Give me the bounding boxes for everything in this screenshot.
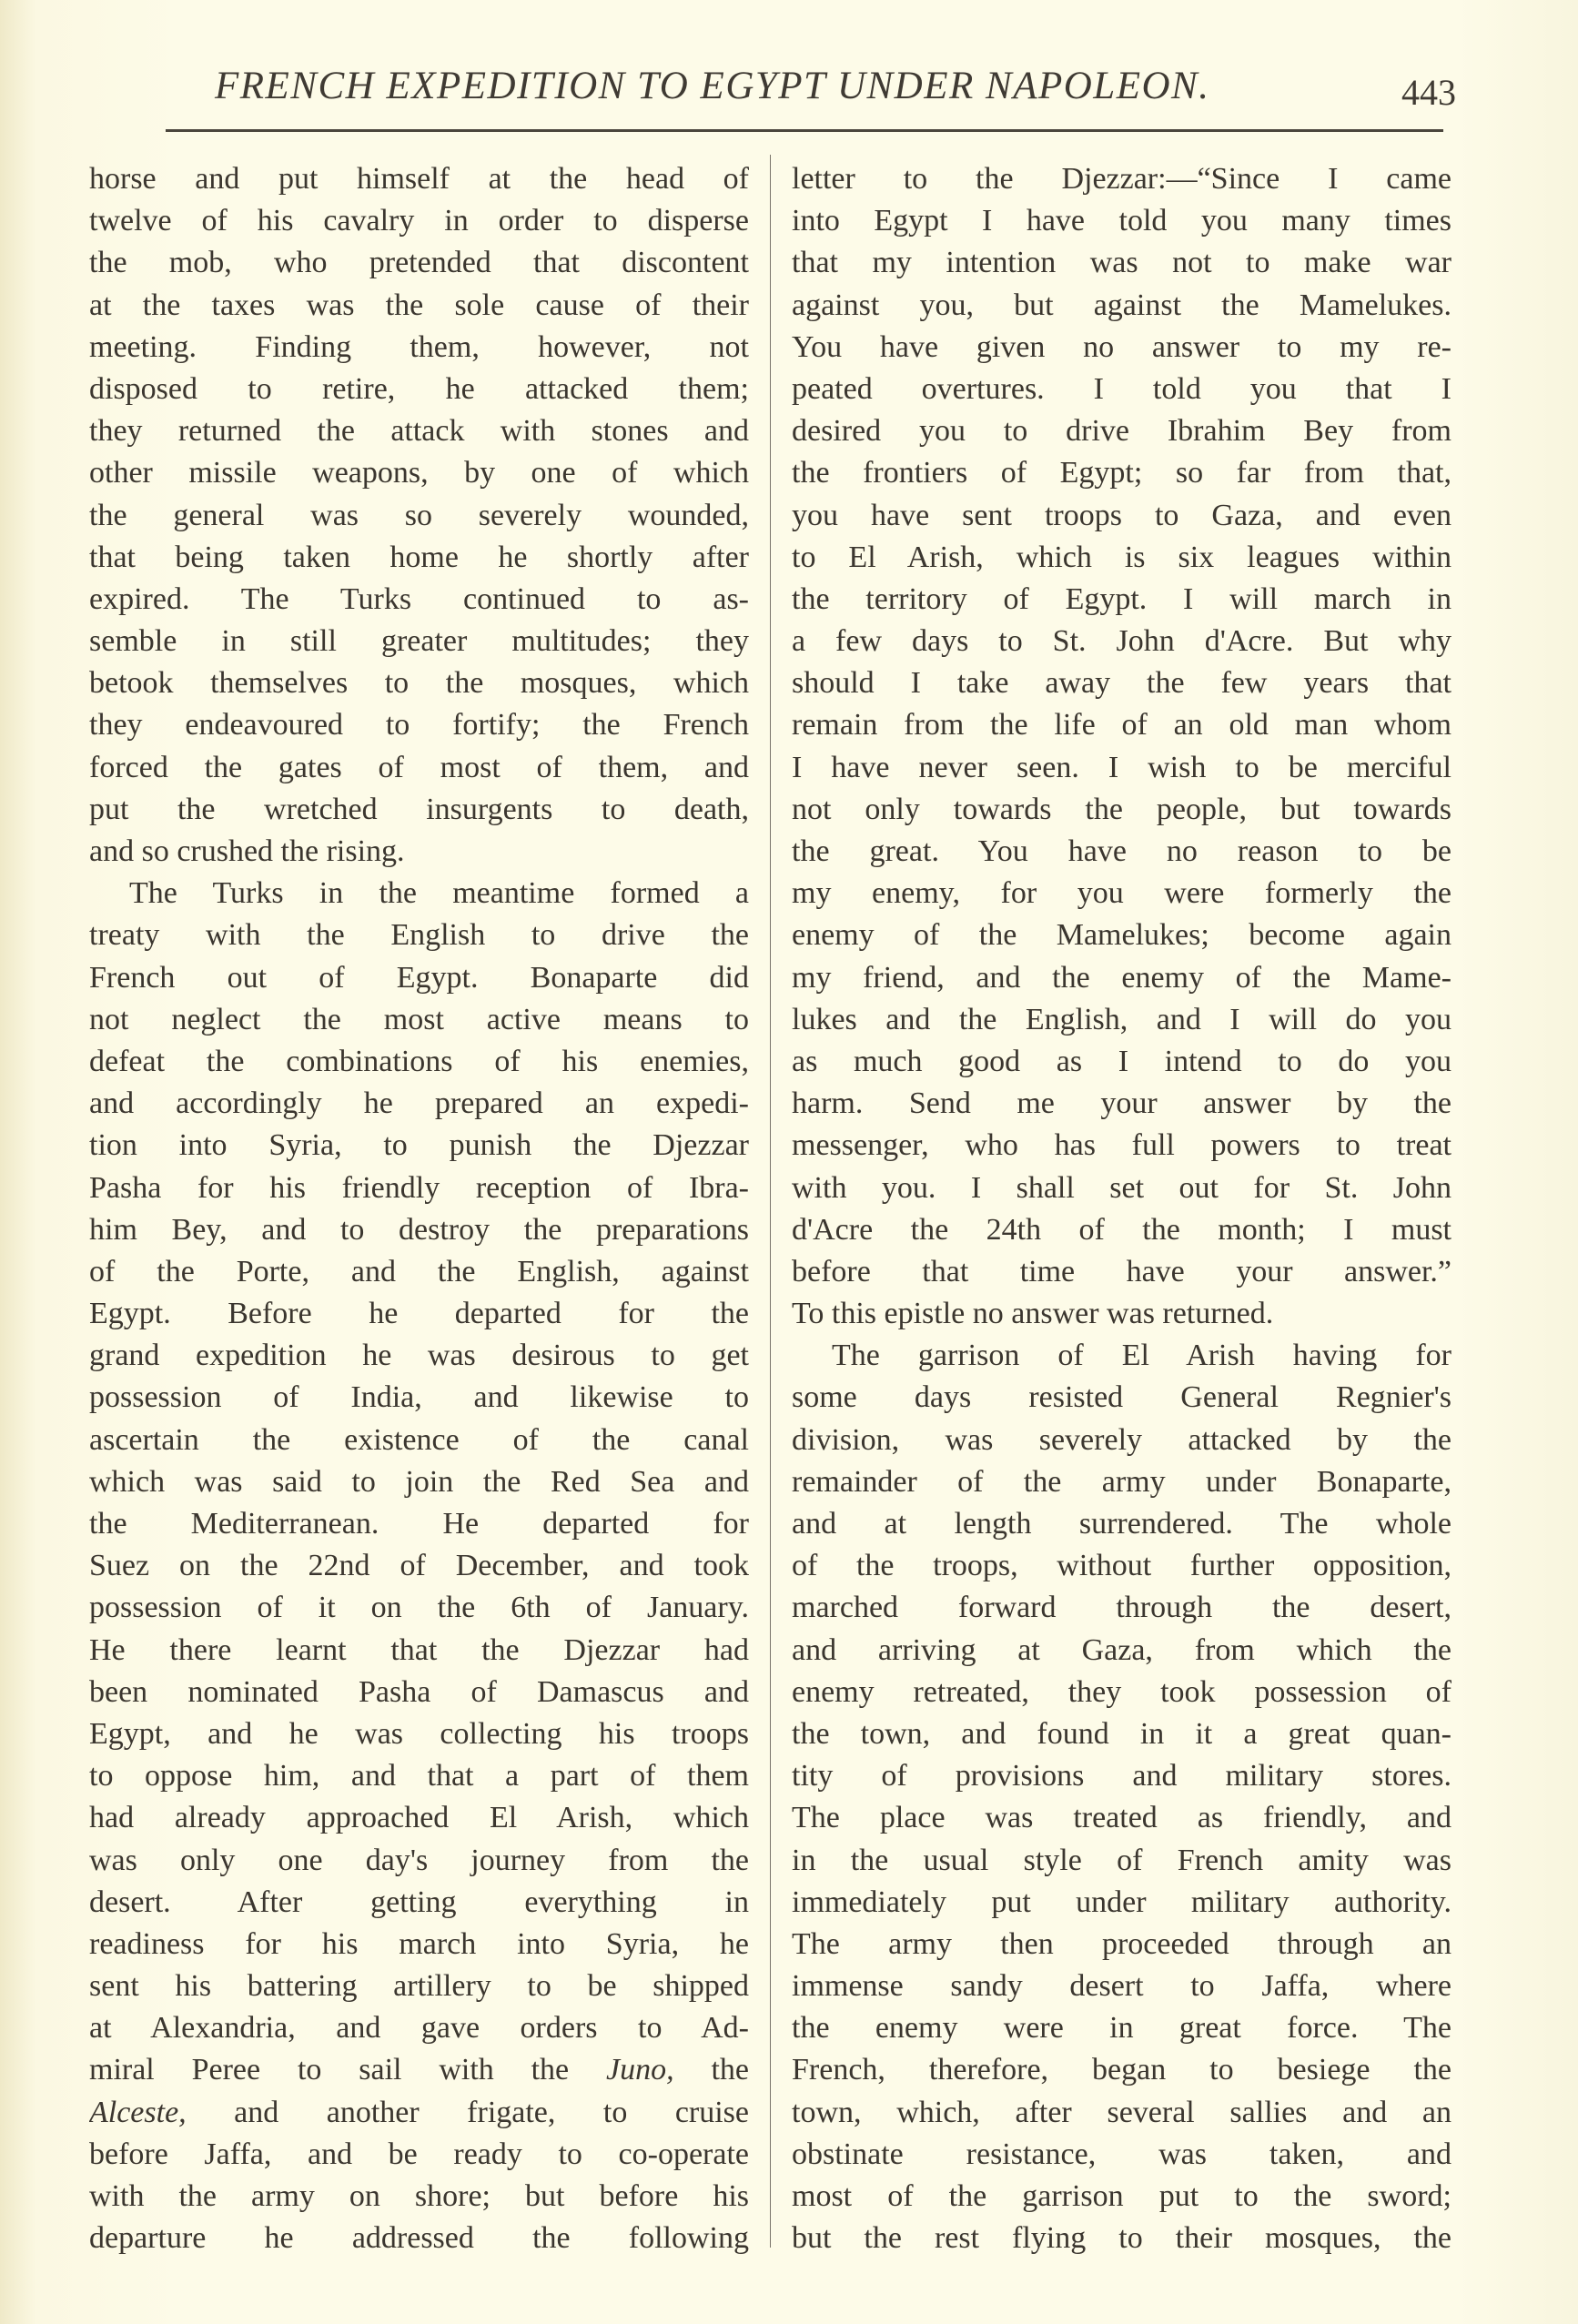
text-segment: He there learnt that the Djezzar had <box>89 1632 749 1667</box>
text-segment: twelve of his cavalry in order to disperse <box>89 204 749 238</box>
text-segment: division, was severely attacked by the <box>792 1422 1452 1457</box>
text-line <box>89 1965 749 2007</box>
text-line <box>89 158 749 200</box>
text-line <box>89 621 749 662</box>
text-segment: before Jaffa, and be ready to co-operate <box>89 2137 749 2171</box>
text-line <box>89 2134 749 2176</box>
text-line <box>792 704 1452 746</box>
text-line <box>89 704 749 746</box>
text-line <box>792 2176 1452 2218</box>
text-line <box>89 1377 749 1419</box>
text-line <box>792 285 1452 327</box>
text-line <box>792 999 1452 1041</box>
text-segment: French, therefore, began to besiege the <box>792 2053 1452 2087</box>
text-segment: Suez on the 22nd of December, and took <box>89 1549 749 1583</box>
text-segment: The army then proceeded through an <box>792 1926 1452 1961</box>
text-segment: To this epistle no answer was returned. <box>792 1297 1274 1331</box>
right-column <box>792 158 1452 2259</box>
text-segment: as much good as I intend to do you <box>792 1044 1452 1078</box>
text-line <box>792 1335 1452 1377</box>
text-segment: and arriving at Gaza, from which the <box>792 1632 1452 1667</box>
text-segment: that my intention was not to make war <box>792 246 1452 280</box>
text-line <box>792 242 1452 284</box>
text-segment: I have never seen. I wish to be merciful <box>792 750 1452 784</box>
text-segment: a few days to St. John d'Acre. But why <box>792 624 1452 659</box>
text-segment: forced the gates of most of them, and <box>89 750 749 784</box>
text-line <box>792 1965 1452 2007</box>
text-line <box>792 1672 1452 1713</box>
text-line <box>89 1420 749 1461</box>
text-line <box>792 747 1452 789</box>
text-segment: the territory of Egypt. I will march in <box>792 581 1452 616</box>
text-line <box>792 1167 1452 1209</box>
text-segment: the mob, who pretended that discontent <box>89 246 749 280</box>
text-segment: possession of it on the 6th of January. <box>89 1591 749 1625</box>
text-line <box>89 2176 749 2218</box>
text-line <box>89 452 749 494</box>
text-segment: the great. You have no reason to be <box>792 834 1452 868</box>
text-line <box>89 914 749 956</box>
text-line <box>89 2007 749 2049</box>
text-line <box>792 831 1452 873</box>
text-line <box>89 747 749 789</box>
text-segment: him Bey, and to destroy the preparations <box>89 1212 749 1247</box>
text-line <box>792 1587 1452 1629</box>
text-segment: ascertain the existence of the canal <box>89 1422 749 1457</box>
text-segment: Egypt. Before he departed for the <box>89 1297 749 1331</box>
text-segment: possession of India, and likewise to <box>89 1380 749 1415</box>
text-segment: they returned the attack with stones and <box>89 414 749 449</box>
text-line <box>792 2007 1452 2049</box>
text-line <box>792 1503 1452 1545</box>
text-line <box>89 1840 749 1882</box>
text-segment: put the wretched insurgents to death, <box>89 792 749 826</box>
text-segment: French out of Egypt. Bonaparte did <box>89 960 749 995</box>
running-head-title: FRENCH EXPEDITION TO EGYPT UNDER NAPOLEON. <box>215 65 1210 107</box>
text-segment: betook themselves to the mosques, which <box>89 666 749 701</box>
text-segment: that being taken home he shortly after <box>89 540 749 574</box>
text-line <box>792 1293 1452 1335</box>
text-segment: readiness for his march into Syria, he <box>89 1926 749 1961</box>
text-line <box>792 1209 1452 1251</box>
text-segment: the enemy were in great force. The <box>792 2011 1452 2046</box>
text-line <box>792 662 1452 704</box>
text-segment: The place was treated as friendly, and <box>792 1801 1452 1835</box>
text-line <box>792 914 1452 956</box>
text-line <box>792 1125 1452 1167</box>
page-number: 443 <box>1401 72 1456 113</box>
text-line <box>792 1545 1452 1587</box>
text-segment: of the Porte, and the English, against <box>89 1254 749 1288</box>
text-segment: sent his battering artillery to be shipped <box>89 1969 749 2004</box>
text-line <box>792 369 1452 410</box>
text-line <box>89 789 749 831</box>
text-line <box>792 327 1452 369</box>
text-line <box>89 1713 749 1755</box>
text-line <box>792 957 1452 999</box>
text-line <box>792 158 1452 200</box>
text-segment: enemy retreated, they took possession of <box>792 1674 1452 1709</box>
text-segment: obstinate resistance, was taken, and <box>792 2137 1452 2171</box>
text-segment: immense sandy desert to Jaffa, where <box>792 1969 1452 2004</box>
text-line <box>792 1882 1452 1924</box>
text-segment: which was said to join the Red Sea and <box>89 1464 749 1499</box>
text-line <box>89 200 749 242</box>
text-line <box>89 1797 749 1839</box>
text-segment: not only towards the people, but towards <box>792 792 1452 826</box>
text-line <box>792 410 1452 452</box>
text-segment: against you, but against the Mamelukes. <box>792 288 1452 322</box>
text-segment: the <box>673 2053 749 2087</box>
text-segment: was only one day's journey from the <box>89 1843 749 1877</box>
text-line <box>792 1041 1452 1083</box>
text-line <box>89 1209 749 1251</box>
text-segment: to oppose him, and that a part of them <box>89 1759 749 1794</box>
text-segment: marched forward through the desert, <box>792 1591 1452 1625</box>
text-segment: remainder of the army under Bonaparte, <box>792 1464 1452 1499</box>
text-segment: The garrison of El Arish having for <box>832 1339 1452 1373</box>
text-line <box>89 831 749 873</box>
text-segment: Pasha for his friendly reception of Ibra- <box>89 1170 749 1205</box>
text-segment: desert. After getting everything in <box>89 1884 749 1919</box>
text-segment: semble in still greater multitudes; they <box>89 624 749 659</box>
text-segment: harm. Send me your answer by the <box>792 1086 1452 1121</box>
text-line <box>89 999 749 1041</box>
text-line <box>89 1251 749 1293</box>
text-line <box>89 1293 749 1335</box>
text-segment: the frontiers of Egypt; so far from that, <box>792 456 1452 490</box>
text-segment: the town, and found in it a great quan- <box>792 1716 1452 1751</box>
text-line <box>792 621 1452 662</box>
text-line <box>89 873 749 914</box>
text-line <box>89 1924 749 1965</box>
text-line <box>89 327 749 369</box>
text-segment: grand expedition he was desirous to get <box>89 1339 749 1373</box>
text-segment: to El Arish, which is six leagues within <box>792 540 1452 574</box>
text-line <box>792 1924 1452 1965</box>
text-line <box>792 537 1452 579</box>
left-column <box>89 158 749 2259</box>
text-segment: at Alexandria, and gave orders to Ad- <box>89 2011 749 2046</box>
text-line <box>89 1587 749 1629</box>
text-segment: tity of provisions and military stores. <box>792 1759 1452 1794</box>
text-line <box>792 2092 1452 2134</box>
text-segment: with the army on shore; but before his <box>89 2179 749 2213</box>
text-segment: you have sent troops to Gaza, and even <box>792 498 1452 532</box>
text-segment: at the taxes was the sole cause of their <box>89 288 749 322</box>
text-segment: not neglect the most active means to <box>89 1002 749 1036</box>
text-segment: and so crushed the rising. <box>89 834 405 868</box>
text-line <box>792 1840 1452 1882</box>
text-segment: been nominated Pasha of Damascus and <box>89 1674 749 1709</box>
text-segment: but the rest flying to their mosques, the <box>792 2221 1452 2256</box>
text-segment: my friend, and the enemy of the Mame- <box>792 960 1452 995</box>
text-segment: some days resisted General Regnier's <box>792 1380 1452 1415</box>
text-segment: of the troops, without further opposition, <box>792 1549 1452 1583</box>
text-segment: before that time have your answer.” <box>792 1254 1452 1288</box>
text-line <box>89 2049 749 2091</box>
text-line <box>89 579 749 621</box>
text-line <box>792 1083 1452 1125</box>
text-line <box>792 200 1452 242</box>
text-segment: town, which, after several sallies and an <box>792 2095 1452 2129</box>
header-rule <box>166 129 1443 132</box>
text-line <box>792 1797 1452 1839</box>
text-segment: miral Peree to sail with the <box>89 2053 607 2087</box>
text-line <box>89 957 749 999</box>
text-segment: d'Acre the 24th of the month; I must <box>792 1212 1452 1247</box>
text-segment: messenger, who has full powers to treat <box>792 1128 1452 1163</box>
ship-name: Alceste, <box>89 2095 187 2129</box>
text-segment: they endeavoured to fortify; the French <box>89 708 749 743</box>
text-line <box>792 1630 1452 1672</box>
text-segment: into Egypt I have told you many times <box>792 204 1452 238</box>
text-segment: immediately put under military authority. <box>792 1884 1452 1919</box>
text-line <box>792 495 1452 537</box>
text-segment: letter to the Djezzar:—“Since I came <box>792 162 1452 196</box>
text-segment: and accordingly he prepared an expedi- <box>89 1086 749 1121</box>
text-segment: Egypt, and he was collecting his troops <box>89 1716 749 1751</box>
text-segment: the Mediterranean. He departed for <box>89 1507 749 1541</box>
text-line <box>89 1083 749 1125</box>
text-line <box>792 1377 1452 1419</box>
text-segment: treaty with the English to drive the <box>89 918 749 953</box>
text-line <box>792 789 1452 831</box>
column-divider <box>770 155 771 2248</box>
text-segment: remain from the life of an old man whom <box>792 708 1452 743</box>
text-segment: You have given no answer to my re- <box>792 329 1452 364</box>
text-line <box>89 369 749 410</box>
text-segment: The Turks in the meantime formed a <box>129 876 749 911</box>
text-segment: desired you to drive Ibrahim Bey from <box>792 414 1452 449</box>
text-segment: enemy of the Mamelukes; become again <box>792 918 1452 953</box>
text-line <box>89 495 749 537</box>
text-line <box>89 1167 749 1209</box>
text-segment: the general was so severely wounded, <box>89 498 749 532</box>
text-line <box>89 1630 749 1672</box>
text-line <box>792 579 1452 621</box>
text-segment: tion into Syria, to punish the Djezzar <box>89 1128 749 1163</box>
text-line <box>792 873 1452 914</box>
text-segment: defeat the combinations of his enemies, <box>89 1044 749 1078</box>
text-line <box>792 2134 1452 2176</box>
text-line <box>792 1420 1452 1461</box>
text-segment: had already approached El Arish, which <box>89 1801 749 1835</box>
text-line <box>89 1882 749 1924</box>
text-segment: other missile weapons, by one of which <box>89 456 749 490</box>
text-segment: meeting. Finding them, however, not <box>89 329 749 364</box>
text-segment: with you. I shall set out for St. John <box>792 1170 1452 1205</box>
text-line <box>89 2218 749 2259</box>
text-segment: most of the garrison put to the sword; <box>792 2179 1452 2213</box>
text-line <box>792 1251 1452 1293</box>
text-line <box>89 1335 749 1377</box>
text-segment: should I take away the few years that <box>792 666 1452 701</box>
text-segment: in the usual style of French amity was <box>792 1843 1452 1877</box>
text-line <box>89 1755 749 1797</box>
text-line <box>89 1545 749 1587</box>
text-line <box>89 1125 749 1167</box>
text-segment: peated overtures. I told you that I <box>792 371 1452 406</box>
text-segment: my enemy, for you were formerly the <box>792 876 1452 911</box>
text-line <box>792 2218 1452 2259</box>
text-line <box>89 410 749 452</box>
text-line <box>89 2092 749 2134</box>
text-line <box>792 2049 1452 2091</box>
text-line <box>89 1041 749 1083</box>
text-segment: and another frigate, to cruise <box>186 2095 749 2129</box>
text-line <box>792 1755 1452 1797</box>
text-line <box>792 1713 1452 1755</box>
ship-name: Juno, <box>606 2053 674 2087</box>
text-line <box>89 1461 749 1503</box>
text-segment: lukes and the English, and I will do you <box>792 1002 1452 1036</box>
text-line <box>792 452 1452 494</box>
text-line <box>89 1672 749 1713</box>
text-line <box>89 662 749 704</box>
text-segment: disposed to retire, he attacked them; <box>89 371 749 406</box>
text-segment: and at length surrendered. The whole <box>792 1507 1452 1541</box>
text-line <box>89 242 749 284</box>
text-segment: horse and put himself at the head of <box>89 162 749 196</box>
text-line <box>89 285 749 327</box>
text-segment: expired. The Turks continued to as- <box>89 581 749 616</box>
text-line <box>89 1503 749 1545</box>
text-line <box>792 1461 1452 1503</box>
text-segment: departure he addressed the following <box>89 2221 749 2256</box>
text-line <box>89 537 749 579</box>
